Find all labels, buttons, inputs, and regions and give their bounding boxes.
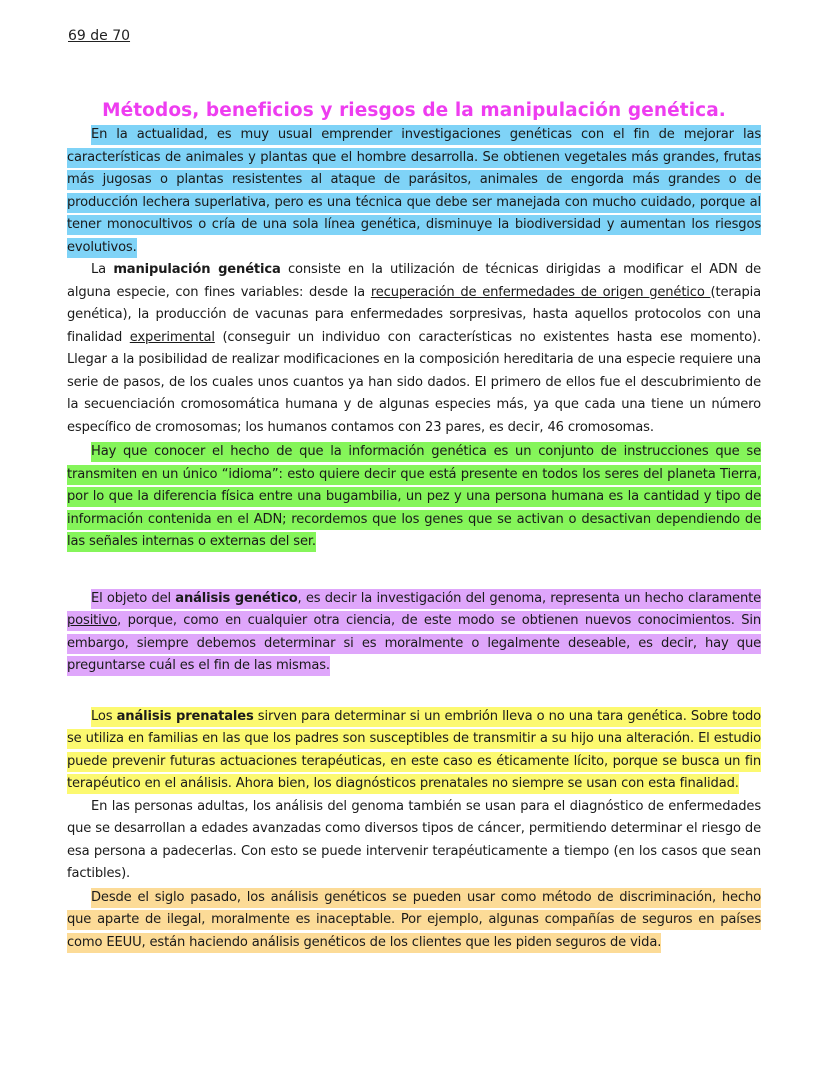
spacer (67, 554, 761, 576)
text-segment: , es decir la investigación del genoma, representa un hecho claramente (297, 590, 762, 606)
highlighted-text-orange: Desde el siglo pasado, los análisis genéticos se pueden usar como método de discriminación, hecho que aparte de ilegal, moralmente es inaceptable. Por ejemplo, algunas compañías de seguros en países como EEUU, están haciendo análisis genéticos de los clientes que les piden seguros de vida. (67, 888, 761, 953)
paragraph-intro (67, 124, 761, 259)
bold-term-analisis-genetico: análisis genético (175, 590, 298, 606)
paragraph-discriminacion (67, 887, 761, 955)
text-segment: , porque, como en cualquier otra ciencia, de este modo se obtienen nuevos conocimientos. Sin embargo, siempre debemos determinar si es moralmente o legalmente deseable, es decir, hay que preguntarse cuál es el fin de las mismas. (67, 613, 761, 673)
paragraph-analisis-prenatales (67, 706, 761, 796)
highlighted-text-blue: En la actualidad, es muy usual emprender investigaciones genéticas con el fin de mejorar las características de animales y plantas que el hombre desarrolla. Se obtienen vegetales más grandes, frutas más jugosas o plantas resistentes al ataque de parásitos, animales de engorda más grandes o de producción lechera superlativa, pero es una técnica que debe ser manejada con mucho cuidado, porque al tener monocultivos o cría de una sola línea genética, disminuye la biodiversidad y aumentan los riesgos evolutivos. (67, 125, 761, 258)
text-segment: sirven para determinar si un embrión lleva o no una tara genética. Sobre todo se utiliza en familias en las que los padres son susceptibles de transmitir a su hijo una alteración. El estudio puede prevenir futuras actuaciones terapéuticas, en este caso es éticamente lícito, porque se busca un fin terapéutico en el análisis. Ahora bien, los diagnósticos prenatales no siempre se usan con esta finalidad. (67, 708, 761, 791)
underlined-text-recuperacion: recuperación de enfermedades de origen genético (370, 284, 711, 300)
spacer (67, 678, 761, 700)
text-segment: Los (91, 708, 117, 724)
paragraph-personas-adultas (67, 796, 761, 886)
paragraph-manipulacion (67, 259, 761, 439)
paragraph-informacion-genetica (67, 441, 761, 554)
text-segment: La (91, 262, 114, 277)
text-segment: (terapia genética), la producción de vacunas para enfermedades sorpresivas, hasta aquellos protocolos con una finalidad (67, 284, 761, 345)
highlighted-text-purple (67, 589, 761, 677)
text-segment: El objeto del (91, 590, 176, 606)
text-segment: En las personas adultas, los análisis del genoma también se usan para el diagnóstico de enfermedades que se desarrollan a edades avanzadas como diversos tipos de cáncer, permitiendo determinar el riesgo de esa persona a padecerlas. Con esto se puede intervenir terapéuticamente a tiempo (en los casos que sean factibles). (67, 798, 761, 881)
paragraph-analisis-genetico (67, 588, 761, 678)
page-number: 69 de 70 (68, 28, 131, 44)
bold-term-analisis-prenatales: análisis prenatales (116, 708, 254, 724)
text-segment: consiste en la utilización de técnicas dirigidas a modificar el ADN de alguna especie, con fines variables: desde la (67, 262, 762, 300)
document-body (67, 124, 761, 954)
bold-term-manipulacion-genetica: manipulación genética (113, 262, 281, 277)
document-title: Métodos, beneficios y riesgos de la manipulación genética. (102, 100, 726, 121)
text-segment: (conseguir un individuo con características no existentes hasta ese momento). Llegar a la posibilidad de realizar modificaciones en la composición hereditaria de una especie requiere una serie de pasos, de los cuales unos cuantos ya han sido dados. El primero de ellos fue el descubrimiento de la secuenciación cromosomática humana y de algunas especies más, ya que cada una tiene un número específico de cromosomas; los humanos contamos con 23 pares, es decir, 46 cromosomas. (67, 329, 761, 435)
highlighted-text-yellow (67, 707, 761, 795)
underlined-text-positivo: positivo (67, 613, 118, 628)
highlighted-text-green: Hay que conocer el hecho de que la información genética es un conjunto de instrucciones que se transmiten en un único “idioma”: esto quiere decir que está presente en todos los seres del planeta Tierra, por lo que la diferencia física entre una bugambilia, un pez y una persona humana es la cantidad y tipo de información contenida en el ADN; recordemos que los genes que se activan o desactivan dependiendo de las señales internas o externas del ser. (67, 442, 761, 552)
underlined-text-experimental: experimental (129, 329, 215, 345)
